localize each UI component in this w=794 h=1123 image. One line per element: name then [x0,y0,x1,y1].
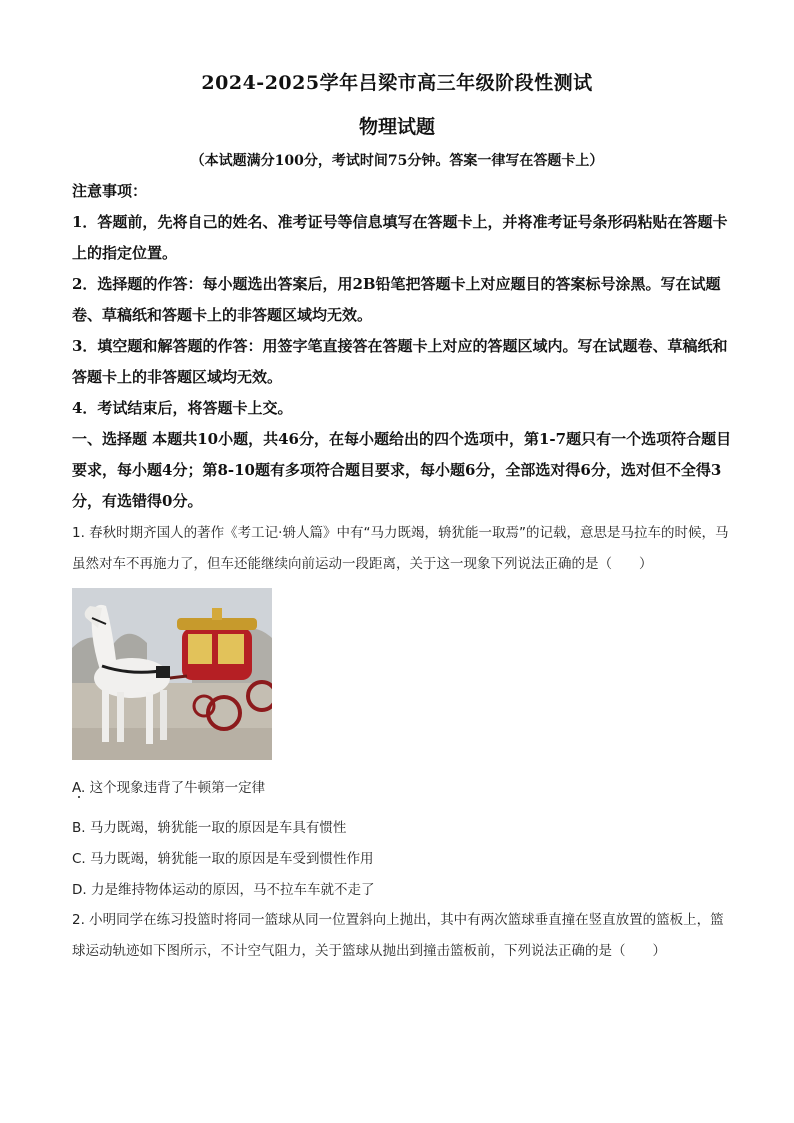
notice-item-3: 3．填空题和解答题的作答：用签字笔直接答在答题卡上对应的答题区域内。写在试题卷、草稿纸和答题卡上的非答题区域均无效。 [72,337,728,386]
exam-note: （本试题满分100分，考试时间75分钟。答案一律写在答题卡上） [190,153,604,169]
question-1-stem: 1. 春秋时期齐国人的著作《考工记·辀人篇》中有“马力既竭，辀犹能一取焉”的记载，意思是马拉车的时候，马虽然对车不再施力了，但车还能继续向前运动一段距离，关于这一现象下列说法正确的是（ ） [72,525,729,572]
section-intro: 一、选择题 本题共10小题，共46分，在每小题给出的四个选项中，第1-7题只有一个选项符合题目要求，每小题4分；第8-10题有多项符合题目要求，每小题6分，全部选对得6分，选对但不全得3分，有选错得0分。 [72,430,732,510]
question-1-option-d: D. 力是维持物体运动的原因，马不拉车车就不走了 [72,882,375,898]
horse-carriage-image [72,588,272,760]
exam-title: 2024-2025学年吕梁市高三年级阶段性测试 [201,72,593,94]
notice-item-2: 2．选择题的作答：每小题选出答案后，用2B铅笔把答题卡上对应题目的答案标号涂黑。写在试题卷、草稿纸和答题卡上的非答题区域均无效。 [72,275,721,324]
question-1-option-b: B. 马力既竭，辀犹能一取的原因是车具有惯性 [72,820,347,836]
notice-item-4: 4．考试结束后，将答题卡上交。 [72,399,293,417]
notice-item-1: 1．答题前，先将自己的姓名、准考证号等信息填写在答题卡上，并将准考证号条形码粘贴在答题卡上的指定位置。 [72,213,728,262]
exam-subject: 物理试题 [358,116,435,138]
question-1-option-a: A. 这个现象违背了牛顿第一定律 [72,780,266,796]
question-1-option-c: C. 马力既竭，辀犹能一取的原因是车受到惯性作用 [72,851,374,867]
decorative-dot [78,796,80,798]
horse-carriage-illustration [72,588,272,760]
question-2-stem: 2. 小明同学在练习投篮时将同一篮球从同一位置斜向上抛出，其中有两次篮球垂直撞在竖直放置的篮板上，篮球运动轨迹如下图所示，不计空气阻力，关于篮球从抛出到撞击篮板前，下列说法正确的是（ ） [72,912,724,959]
notice-heading: 注意事项： [72,182,148,200]
